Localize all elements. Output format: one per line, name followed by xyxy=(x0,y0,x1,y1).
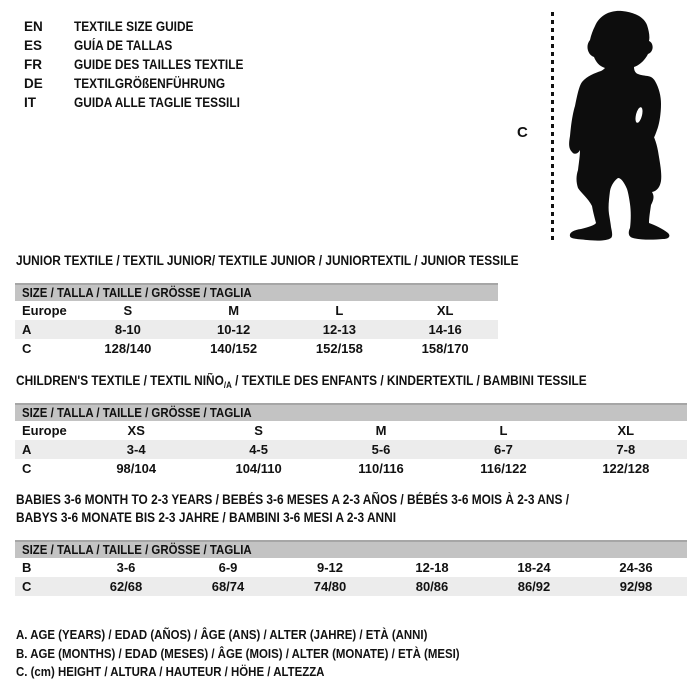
row-label: C xyxy=(22,579,32,594)
size-cell: 24-36 xyxy=(619,560,653,575)
language-code: EN xyxy=(24,19,43,34)
table-row xyxy=(15,320,498,339)
size-cell: 152/158 xyxy=(315,341,363,356)
language-row xyxy=(24,74,267,93)
size-cell: M xyxy=(375,423,387,438)
size-cell: XL xyxy=(436,303,454,318)
children-section-title: CHILDREN'S TEXTILE / TEXTIL $NIÑO_{/A}$ / TEXTILE DES ENFANTS / KINDERTEXTIL / BAMBINI TESSILE xyxy=(16,373,587,390)
footnote-a: A. AGE (YEARS) / EDAD (AÑOS) / ÂGE (ANS) / ALTER (JAHRE) / ETÀ (ANNI) xyxy=(16,627,428,642)
size-cell: 6-9 xyxy=(218,560,238,575)
size-cell: 6-7 xyxy=(494,442,513,457)
size-header-label: SIZE / TALLA / TAILLE / GRÖSSE / TAGLIA xyxy=(22,542,252,557)
size-cell: 62/68 xyxy=(109,579,143,594)
size-cell: 104/110 xyxy=(235,461,282,476)
size-cell: 3-4 xyxy=(126,442,146,457)
row-label: A xyxy=(22,442,32,457)
size-header-label: SIZE / TALLA / TAILLE / GRÖSSE / TAGLIA xyxy=(22,405,252,420)
size-cell: 7-8 xyxy=(616,442,636,457)
size-cell: 68/74 xyxy=(211,579,245,594)
size-cell: 74/80 xyxy=(313,579,347,594)
table-row xyxy=(15,440,687,459)
language-code: FR xyxy=(24,57,42,72)
size-cell: 122/128 xyxy=(602,461,650,476)
row-label: B xyxy=(22,560,32,575)
size-cell: 80/86 xyxy=(415,579,449,594)
language-row xyxy=(24,17,267,36)
size-cell: XL xyxy=(617,423,635,438)
size-cell: M xyxy=(228,303,240,318)
language-row xyxy=(24,93,267,112)
language-label: GUIDA ALLE TAGLIE TESSILI xyxy=(74,95,240,110)
table-row xyxy=(15,459,687,478)
size-cell: 86/92 xyxy=(517,579,551,594)
size-cell: 3-6 xyxy=(116,560,136,575)
size-cell: L xyxy=(499,423,508,438)
row-label: C xyxy=(22,341,32,356)
table-row xyxy=(15,301,498,320)
size-cell: 158/170 xyxy=(421,341,469,356)
table-row xyxy=(15,577,687,596)
size-cell: 18-24 xyxy=(517,560,551,575)
size-cell: 4-5 xyxy=(249,442,268,457)
table-row xyxy=(15,421,687,440)
height-measure-label: C xyxy=(517,124,528,141)
children-size-table xyxy=(15,403,687,478)
size-header-label: SIZE / TALLA / TAILLE / GRÖSSE / TAGLIA xyxy=(22,285,252,300)
size-cell: XS xyxy=(127,423,145,438)
size-cell: S xyxy=(123,303,133,318)
row-label: Europe xyxy=(22,303,67,318)
language-row xyxy=(24,55,267,74)
toddler-silhouette-icon xyxy=(565,8,693,244)
size-cell: 10-12 xyxy=(217,322,251,337)
size-cell: 92/98 xyxy=(619,579,653,594)
language-label: GUÍA DE TALLAS xyxy=(74,38,173,53)
footnotes xyxy=(16,626,520,682)
size-cell: 140/152 xyxy=(210,341,258,356)
size-cell: 9-12 xyxy=(316,560,344,575)
language-code: DE xyxy=(24,76,43,91)
table-row xyxy=(15,558,687,577)
junior-size-table xyxy=(15,283,498,358)
size-cell: 98/104 xyxy=(116,461,157,476)
footnote-c: C. (cm) HEIGHT / ALTURA / HAUTEUR / HÖHE / ALTEZZA xyxy=(16,664,325,679)
language-label: TEXTILE SIZE GUIDE xyxy=(74,19,194,34)
size-cell: 110/116 xyxy=(358,461,404,476)
size-cell: 5-6 xyxy=(371,442,391,457)
size-header-band xyxy=(15,540,687,558)
language-code: ES xyxy=(24,38,43,53)
size-header-band xyxy=(15,403,687,421)
row-label: A xyxy=(22,322,32,337)
language-code: IT xyxy=(24,95,36,110)
size-cell: 14-16 xyxy=(428,322,462,337)
babies-section-title: BABIES 3-6 MONTH TO 2-3 YEARS / BEBÉS 3-6 MESES A 2-3 AÑOS / BÉBÉS 3-6 MOIS À 2-3 ANS / BABYS 3-6 MONATE BIS 2-3 JAHRE / BAMBINI 3-6 MESI A 2-3 ANNI xyxy=(16,492,569,525)
footnote-b: B. AGE (MONTHS) / EDAD (MESES) / ÂGE (MOIS) / ALTER (MONATE) / ETÀ (MESI) xyxy=(16,645,460,661)
size-cell: 8-10 xyxy=(114,322,141,337)
babies-size-table xyxy=(15,540,687,596)
size-header-band xyxy=(15,283,498,301)
size-cell: 128/140 xyxy=(104,341,152,356)
size-cell: 12-13 xyxy=(322,322,356,337)
size-cell: 12-18 xyxy=(415,560,449,575)
language-list xyxy=(24,17,267,112)
size-cell: 116/122 xyxy=(480,461,527,476)
language-label: GUIDE DES TAILLES TEXTILE xyxy=(74,57,244,72)
language-label: TEXTILGRÖßENFÜHRUNG xyxy=(74,76,226,91)
row-label: Europe xyxy=(22,423,67,438)
height-measure-dashed-line xyxy=(551,12,554,244)
row-label: C xyxy=(22,461,32,476)
size-cell: S xyxy=(254,423,263,438)
table-row xyxy=(15,339,498,358)
junior-section-title: JUNIOR TEXTILE / TEXTIL JUNIOR/ TEXTILE JUNIOR / JUNIORTEXTIL / JUNIOR TESSILE xyxy=(16,253,519,268)
language-row xyxy=(24,36,267,55)
size-cell: L xyxy=(335,303,344,318)
